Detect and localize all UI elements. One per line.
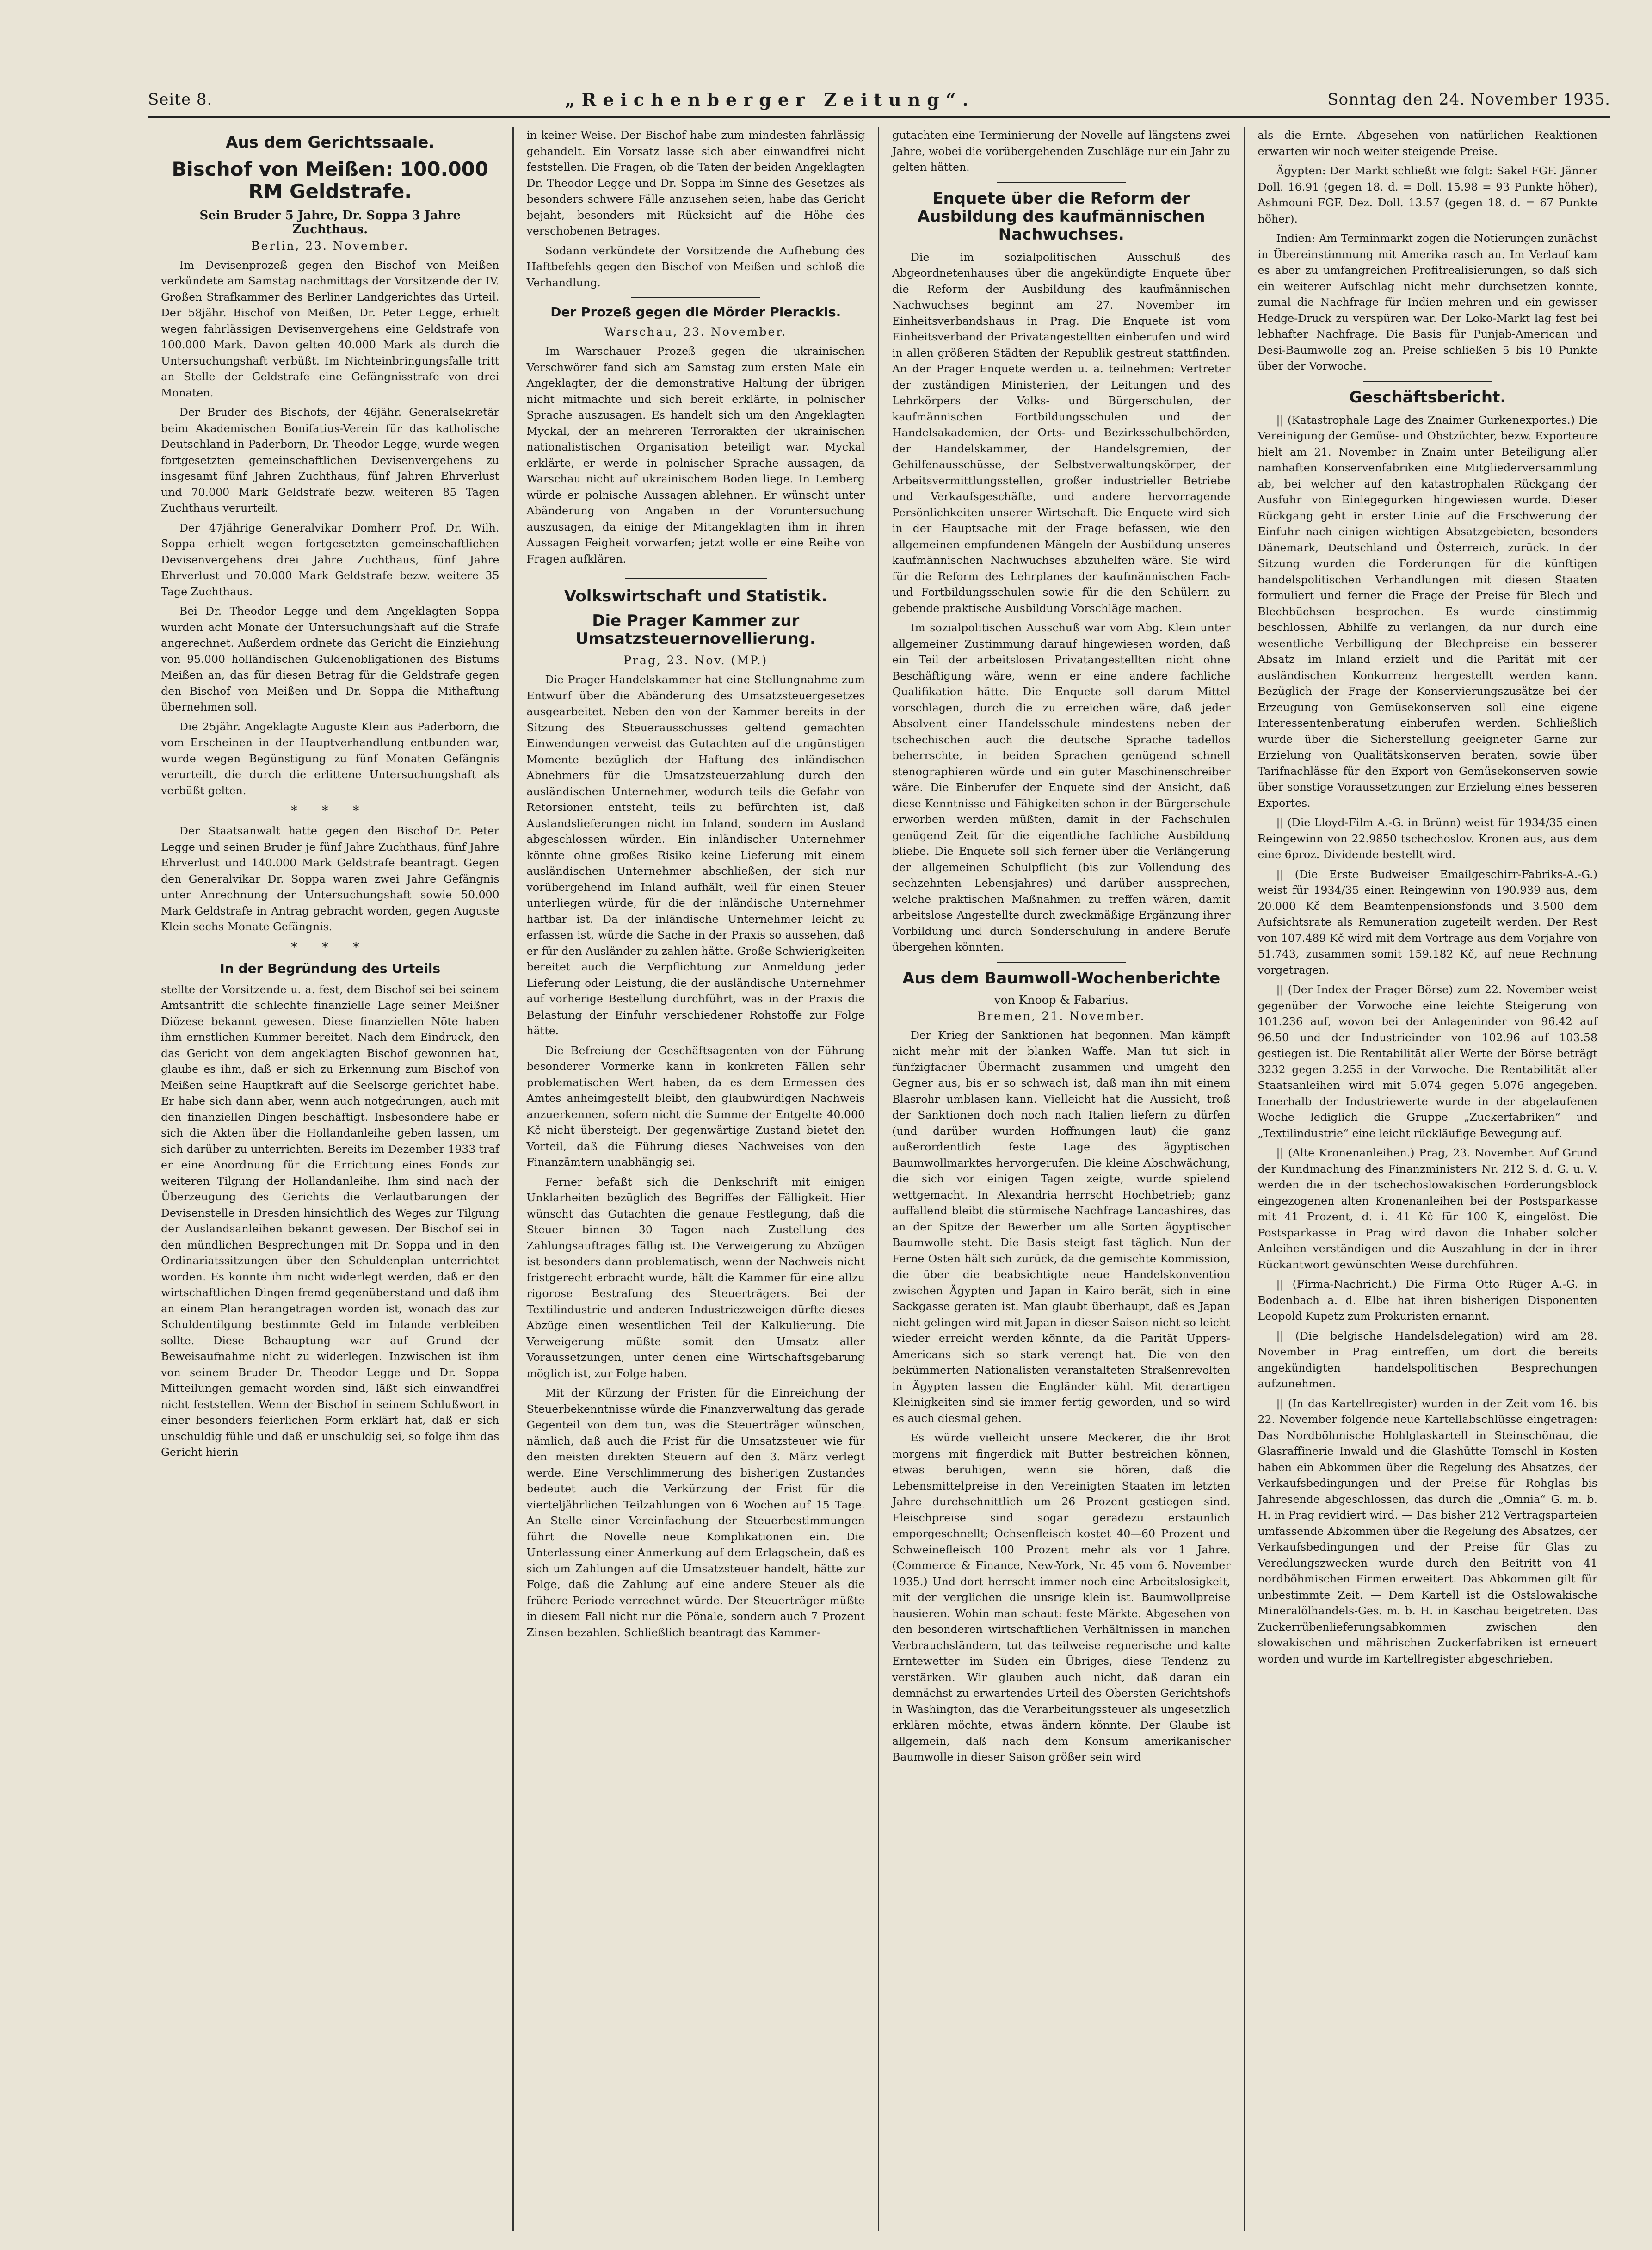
paragraph: || (Der Index der Prager Börse) zum 22. November weist gegenüber der Vorwoche eine leichte Steigerung von 101.236 auf, wovon bei der Anlageninder von 96.42 auf 96.50 und der Industrieinder von 102.96 auf 103.58 gestiegen ist. Die Rentabilität aller Werte der Börse beträgt 3232 gegen 3.255 in der Vorwoche. Die Rentabilität aller Staatsanleihen wird mit 5.074 gegen 5.076 angegeben. Innerhalb der Industriewerte wurde in der abgelaufenen Woche lediglich die Gruppe „Zuckerfabriken“ und „Textilindustrie“ eine leicht rückläufige Bewegung auf.: [1257, 983, 1597, 1140]
subsection-title: In der Begründung des Urteils: [220, 960, 441, 976]
paragraph: Mit der Kürzung der Fristen für die Einreichung der Steuerbekenntnisse würde die Finanzverwaltung das gerade Gegenteil von dem tun, was die Steuerträger wünschen, nämlich, daß auch die Frist für die Umsatzsteuer wie für den meisten direkten Steuern auf den 3. März verlegt werde. Eine Verschlimmerung des bisherigen Zustandes bedeutet auch die Verkürzung der Frist für die vierteljährlichen Teilzahlungen von 6 Wochen auf 15 Tage. An Stelle einer Vereinfachung der Steuerbestimmungen führt die Novelle neue Komplikationen ein. Die Unterlassung einer Anmerkung auf dem Erlagschein, daß es sich um Zahlungen auf die Umsatzsteuer handelt, hätte zur Folge, daß die Zahlung auf eine andere Steuer als die frühere Periode verrechnet würde. Der Steuerträger müßte in diesem Fall nicht nur die Pönale, sondern auch 7 Prozent Zinsen bezahlen. Schließlich beantragt das Kammer-: [526, 1386, 865, 1639]
page-header: [148, 86, 1610, 113]
paragraph: || (Die Erste Budweiser Emailgeschirr-Fabriks-A.-G.) weist für 1934/35 einen Reingewinn von 190.939 aus, dem 20.000 Kč dem Beamtenpensionsfonds und 3.500 dem Aufsichtsrate als Remuneration zugeteilt werden. Der Rest von 107.489 Kč wird mit dem Vortrage aus dem Vorjahre von 51.743, zusammen somit 159.182 Kč, auf neue Rechnung vorgetragen.: [1257, 867, 1597, 977]
separator-stars: * * *: [290, 939, 370, 955]
paragraph: Der 47jährige Generalvikar Domherr Prof. Dr. Wilh. Soppa erhielt wegen fortgesetzten gemeinschaftlichen Devisenvergehens drei Jahre Zuchthaus, fünf Jahre Ehrverlust und 70.000 Mark Geldstrafe bezw. weitere 35 Tage Zuchthaus.: [161, 521, 499, 598]
article-headline: Bischof von Meißen: 100.000 RM Geldstrafe.: [172, 158, 489, 203]
paragraph: Im Warschauer Prozeß gegen die ukrainischen Verschwörer fand sich am Samstag zum ersten Male ein Angeklagter, der die demonstrative Haltung der übrigen nicht mitmachte und sich bereit erklärte, in polnischer Sprache auszusagen. Es handelt sich um den Angeklagten Myckal, der an mehreren Terrorakten der ukrainischen nationalistischen Organisation beteiligt war. Myckal erklärte, er werde in polnischer Sprache aussagen, da Warschau nicht auf ukrainischem Boden liege. In Lemberg würde er polnische Aussagen ablehnen. Er wünscht unter Abänderung von Angaben in der Voruntersuchung auszusagen, da einige der Mitangeklagten ihm in ihren Aussagen Feigheit vorwarfen; jetzt wolle er eine Reihe von Fragen aufklären.: [526, 345, 865, 565]
divider: [625, 575, 767, 579]
divider: [997, 962, 1126, 963]
article-headline: Aus dem Baumwoll-Wochenberichte: [902, 969, 1221, 988]
paragraph: gutachten eine Terminierung der Novelle auf längstens zwei Jahre, wobei die vorübergehenden Zuschläge nur ein Jahr zu gelten hätten.: [892, 129, 1231, 173]
dateline: Berlin, 23. November.: [251, 239, 409, 253]
separator-stars: * * *: [290, 803, 370, 819]
paragraph: || (In das Kartellregister) wurden in der Zeit vom 16. bis 22. November folgende neue Kartellabschlüsse eingetragen: Das Nordböhmische Hohlglaskartell in Steinschönau, die Glasraffinerie Inwald und die Glashütte Tomschl in Kosten haben ein Abkommen über die Regelung des Absatzes, der Verkaufsbedingungen und der Preise für Rohglas bis Jahresende abgeschlossen, das durch die „Omnia“ G. m. b. H. in Prag revidiert wird. — Das bisher 212 Vertragsparteien umfassende Abkommen über die Regelung des Absatzes, der Verkaufsbedingungen und der Preise für Glas zu Veredlungszwecken wurde durch den Beitritt von 41 nordböhmischen Firmen erweitert. Das Abkommen gilt für unbestimmte Zeit. — Dem Kartell ist die Ostslowakische Mineralölhandels-Ges. m. b. H. in Kaschau beigetreten. Das Zuckerrübenlieferungsabkommen zwischen den slowakischen und mährischen Zuckerfabriken ist erneuert worden und wurde im Kartellregister abgeschrieben.: [1257, 1397, 1597, 1665]
paragraph: Der Staatsanwalt hatte gegen den Bischof Dr. Peter Legge und seinen Bruder je fünf Jahre Zuchthaus, fünf Jahre Ehrverlust und 140.000 Mark Geldstrafe beantragt. Gegen den Generalvikar Dr. Soppa waren zwei Jahre Gefängnis unter Anrechnung der Untersuchungshaft sowie 50.000 Mark Geldstrafe in Antrag gebracht worden, gegen Auguste Klein sechs Monate Gefängnis.: [161, 824, 499, 933]
paragraph: Bei Dr. Theodor Legge und dem Angeklagten Soppa wurden acht Monate der Untersuchungshaft auf die Strafe angerechnet. Außerdem ordnete das Gericht die Einziehung von 95.000 holländischen Guldenobligationen des Bistums Meißen an, das für diesen Betrag für die Geldstrafe gegen den Bischof von Meißen und Dr. Soppa die Mithaftung übernehmen soll.: [161, 605, 499, 714]
paragraph: Ferner befaßt sich die Denkschrift mit einigen Unklarheiten bezüglich des Begriffes der Fälligkeit. Hier wünscht das Gutachten die genaue Festlegung, daß die Steuer binnen 30 Tagen nach Zustellung des Zahlungsauftrages fällig ist. Die Verweigerung zu Abzügen ist besonders dann problematisch, wenn der Nachweis nicht fristgerecht erbracht wurde, hält die Kammer für eine allzu rigorose Bestrafung des Steuerträgers. Bei der Textilindustrie und anderen Industriezweigen dürfte dieses Abzüge einen wesentlichen Teil der Kalkulierung. Die Verweigerung müßte somit den Umsatz aller Voraussetzungen, unter denen eine Wirtschaftsgebarung möglich ist, zur Folge haben.: [526, 1175, 865, 1380]
paragraph: Der Krieg der Sanktionen hat begonnen. Man kämpft nicht mehr mit der blanken Waffe. Man tut sich in fünfzigfacher Übermacht zusammen und umgeht den Gegner aus, bis er so schwach ist, daß man ihn mit einem Blasrohr umblasen kann. Vielleicht hat die Aussicht, troß der Sanktionen doch noch nach Italien liefern zu dürfen (und darüber wurden Hoffnungen laut) die ganz außerordentlich feste Lage des ägyptischen Baumwollmarktes hervorgerufen. Die kleine Abschwächung, die sich vor einigen Tagen zeigte, wurde spielend wettgemacht. In Alexandria herrscht Hochbetrieb; ganz auffallend bleibt die stürmische Nachfrage Lancashires, das an der Spitze der Bewerber um alle Sorten ägyptischer Baumwolle steht. Die Basis steigt fast täglich. Nun der Ferne Osten hält sich zurück, da die gemischte Kommission, die über die beabsichtigte neue Handelskonvention zwischen Ägypten und Japan in Kairo berät, sich in eine Sackgasse geraten ist. Man glaubt überhaupt, daß es Japan nicht gelingen wird mit Japan in dieser Saison nicht so leicht wieder erreicht werden könnte, da die Parität Uppers-Americans sich so stark verengt hat. Die von den bekümmerten Nationalisten veranstalteten Straßenrevolten in Ägypten lassen die Engländer kühl. Mit derartigen Kleinigkeiten sind sie immer fertig geworden, und so wird es auch diesmal gehen.: [892, 1028, 1231, 1425]
paragraph: Im Devisenprozeß gegen den Bischof von Meißen verkündete am Samstag nachmittags der Vorsitzende der IV. Großen Strafkammer des Berliner Landgerichtes das Urteil. Der 58jähr. Bischof von Meißen, Dr. Peter Legge, erhielt wegen fahrlässigen Devisenvergehens eine Geldstrafe von 100.000 Mark. Davon gelten 40.000 Mark als durch die Untersuchungshaft verbüßt. Im Nichteinbringungsfalle tritt an Stelle der Geldstrafe eine Gefängnisstrafe von drei Monaten.: [161, 258, 499, 399]
article-headline: Der Prozeß gegen die Mörder Pierackis.: [550, 304, 841, 320]
paragraph: || (Firma-Nachricht.) Die Firma Otto Rüger A.-G. in Bodenbach a. d. Elbe hat ihren bisherigen Disponenten Leopold Kupetz zum Prokuristen ernannt.: [1257, 1278, 1597, 1323]
column-2: [514, 127, 880, 2231]
paragraph: in keiner Weise. Der Bischof habe zum mindesten fahrlässig gehandelt. Ein Vorsatz lasse sich aber einwandfrei nicht feststellen. Die Fragen, ob die Taten der beiden Angeklagten Dr. Theodor Legge und Dr. Soppa im Sinne des Gesetzes als besonders schwere Fälle anzusehen seien, habe das Gericht bejaht, besonders mit Rücksicht auf die Höhe des verschobenen Betrages.: [526, 129, 865, 237]
divider: [1363, 381, 1492, 382]
divider: [631, 297, 760, 298]
issue-date: Sonntag den 24. November 1935.: [1327, 90, 1610, 109]
paragraph: Die Prager Handelskammer hat eine Stellungnahme zum Entwurf über die Abänderung des Umsatzsteuergesetzes ausgearbeitet. Neben den von der Kammer bereits in der Sitzung des Steuerausschusses geltend gemachten Einwendungen verweist das Gutachten auf die ungünstigen Momente bezüglich der Haftung des inländischen Abnehmers für die Umsatzsteuerzahlung durch den ausländischen Unternehmer, wodurch teils die Gefahr von Retorsionen entsteht, teils zu befürchten ist, daß Auslandslieferungen nicht im Inland, sondern im Ausland abgeschlossen würden. Ein inländischer Unternehmer könnte ohne großes Risiko keine Lieferung mit einem ausländischen Unternehmer abschließen, der sich nur vorübergehend im Inland aufhält, weil für einen Steuer unterliegen würde, für die der inländische Unternehmer haftbar ist. Da der inländische Unternehmer leicht zu erfassen ist, würde die Sache in der Praxis so aussehen, daß er für den Ausländer zu zahlen hätte. Große Schwierigkeiten bereitet auch die Verpflichtung zur Anmeldung jeder Lieferung oder Leistung, die der ausländische Unternehmer auf vorherige Bestellung durchführt, was in der Praxis die Belastung der Einfuhr verschiedener Rohstoffe zur Folge hätte.: [526, 673, 865, 1038]
paragraph: Im sozialpolitischen Ausschuß war vom Abg. Klein unter allgemeiner Zustimmung darauf hingewiesen worden, daß ein Teil der arbeitslosen Privatangestellten nicht ohne Beschäftigung wäre, wenn er eine andere fachliche Qualifikation hätte. Die Enquete soll darum Mittel vorschlagen, durch die zu erreichen wäre, daß jeder Absolvent einer Handelsschule mindestens neben der tschechischen auch die deutsche Sprache tadellos beherrschte, in beiden Sprachen genügend schnell stenographieren würde und ein guter Maschinenschreiber wäre. Die Einberufer der Enquete sind der Ansicht, daß diese Kenntnisse und Fähigkeiten schon in der Bürgerschule erworben werden müßten, damit in der Fachschulen genügend Zeit für die eigentliche fachliche Ausbildung bliebe. Die Enquete soll sich ferner über die Verlängerung der allgemeinen Schulpflicht (bis zur Vollendung des sechzehnten Lebensjahres) und darüber aussprechen, welche praktischen Maßnahmen zu treffen wären, damit arbeitslose Angestellte durch zweckmäßige Ergänzung ihrer Vorbildung und durch Sonderschulung in andere Berufe übergehen könnten.: [892, 621, 1231, 954]
dateline: Prag, 23. Nov. (MP.): [623, 654, 768, 668]
column-1: [148, 127, 514, 2231]
paragraph: Die im sozialpolitischen Ausschuß des Abgeordnetenhauses über die angekündigte Enquete über die Reform der Ausbildung des kaufmännischen Nachwuchses beginnt am 27. November im Einheitsverbandshaus in Prag. Die Enquete ist vom Einheitsverband der Privatangestellten einberufen und wird in allen größeren Städten der Republik gestreut stattfinden. An der Prager Enquete werden u. a. teilnehmen: Vertreter der zuständigen Ministerien, der Leitungen und des Lehrkörpers der Volks- und Bürgerschulen, der kaufmännischen Fortbildungsschulen und der Handelsakademien, der Orts- und Bezirksschulbehörden, der Handelskammer, der Handelsgremien, der Gehilfenausschüsse, der Selbstverwaltungskörper, der Arbeitsvermittlungsstellen, großer industrieller Betriebe und Verkaufsgeschäfte, und andere hervorragende Persönlichkeiten unserer Wirtschaft. Die Enquete wird sich in der Hauptsache mit der Frage befassen, wie den allgemeinen empfundenen Mängeln der Ausbildung unseres kaufmännischen Nachwuchses abzuhelfen wäre. Sie wird für die Reform des Lehrplanes der kaufmännischen Fach- und Fortbildungsschulen sowie für die den Schülern zu gebende praktische Ausbildung Vorschläge machen.: [892, 250, 1231, 615]
header-rule: [148, 116, 1610, 118]
column-4: [1245, 127, 1611, 2231]
dateline: Bremen, 21. November.: [977, 1009, 1146, 1023]
paragraph: Indien: Am Terminmarkt zogen die Notierungen zunächst in Übereinstimmung mit Amerika rasch an. Im Verlauf kam es aber zu umfangreichen Profitrealisierungen, so daß sich ein weiterer Aufschlag nicht mehr durchsetzen konnte, zumal die Nachfrage für Indien mehren und ein gewisser Hedge-Druck zu verspüren war. Der Loko-Markt lag fest bei lebhafter Nachfrage. Die Basis für Punjab-American und Desi-Baumwolle zog an. Preise schließen 5 bis 10 Punkte über der Vorwoche.: [1257, 232, 1597, 372]
section-title: Volkswirtschaft und Statistik.: [564, 587, 827, 606]
article-headline: Die Prager Kammer zur Umsatzsteuernovellierung.: [575, 612, 816, 649]
page-number: Seite 8.: [148, 90, 213, 109]
divider: [997, 182, 1126, 183]
article-subhead: Sein Bruder 5 Jahre, Dr. Soppa 3 Jahre Zuchthaus.: [199, 208, 461, 236]
paragraph: Sodann verkündete der Vorsitzende die Aufhebung des Haftbefehls gegen den Bischof von Meißen und schloß die Verhandlung.: [526, 244, 865, 289]
paragraph: als die Ernte. Abgesehen von natürlichen Reaktionen erwarten wir noch weiter steigende Preise.: [1257, 129, 1597, 158]
paragraph: Der Bruder des Bischofs, der 46jähr. Generalsekretär beim Akademischen Bonifatius-Verein für das katholische Deutschland in Paderborn, Dr. Theodor Legge, wurde wegen fortgesetzten gemeinschaftlichen Devisenvergehens zu insgesamt fünf Jahren Zuchthaus, fünf Jahren Ehrverlust und 70.000 Mark Geldstrafe bezw. weiteren 85 Tagen Zuchthaus verurteilt.: [161, 406, 499, 515]
columns: [148, 127, 1610, 2231]
paragraph: || (Katastrophale Lage des Znaimer Gurkenexportes.) Die Vereinigung der Gemüse- und Obstzüchter, bezw. Exporteure hielt am 21. November in Znaim unter Beteiligung aller namhaften Konservenfabriken eine Mitgliederversammlung ab, bei welcher auf den katastrophalen Rückgang der Ausfuhr von Einlegegurken hingewiesen wurde. Dieser Rückgang geht in erster Linie auf die Erschwerung der Einfuhr nach einigen wichtigen Absatzgebieten, besonders Dänemark, Deutschland und Österreich, zurück. In der Sitzung wurden die Forderungen für die künftigen handelspolitischen Verhandlungen mit diesen Staaten formuliert und ferner die Frage der Preise für Blech und Blechbüchsen besprochen. Es wurde einstimmig beschlossen, Abhilfe zu verlangen, da nur durch eine wesentliche Verbilligung der Blechpreise ein besserer Absatz im Inland erzielt und die Parität mit der ausländischen Konkurrenz hergestellt werden kann. Bezüglich der Frage der Konservierungszusätze bei der Erzeugung von Gemüsekonserven soll eine eigene Interessentenberatung einberufen werden. Schließlich wurde über die Sicherstellung geeigneter Garne zur Erzielung von Qualitätskonserven beraten, sowie über Tarifnachlässe für den Export von Gemüsekonserven sowie über sonstige Voraussetzungen zur Erzielung eines besseren Exportes.: [1257, 413, 1597, 810]
masthead-title: „Reichenberger Zeitung“.: [565, 89, 975, 110]
article-headline: Enquete über die Reform der Ausbildung des kaufmännischen Nachwuchses.: [917, 189, 1205, 244]
paragraph: stellte der Vorsitzende u. a. fest, dem Bischof sei bei seinem Amtsantritt die schlechte finanzielle Lage seiner Meißner Diözese bekannt gewesen. Diese finanziellen Nöte haben ihm ernstlichen Kummer bereitet. Nach dem Eindruck, den das Gericht von dem angeklagten Bischof gewonnen hat, glaube es ihm, daß er sich zu Erkennung zum Bischof von Meißen seine Hauptkraft auf die Seelsorge gerichtet habe. Er habe sich dann aber, wenn auch notgedrungen, auch mit den finanziellen Dingen beschäftigt. Insbesondere habe er sich die Akten über die Hollandanleihe geben lassen, um sich darüber zu unterrichten. Bereits im Dezember 1933 traf er eine Anordnung für die Errichtung eines Fonds zur weiteren Tilgung der Hollandanleihe. Ihm sind nach der Überzeugung des Gerichts die Verlautbarungen der Devisenstelle in Dresden hinsichtlich des Weges zur Tilgung der Auslandsanleihen bekannt gewesen. Der Bischof sei in den mündlichen Besprechungen mit Dr. Soppa und in den Ordinariatssitzungen über den Schuldenplan unterrichtet worden. Es konnte ihm nicht widerlegt werden, daß er den wirtschaftlichen Dingen fremd gegenüberstand und daß ihm an einem Plan herangetragen worden ist, wonach das zur Schuldentilgung bestimmte Geld im Inlande verbleiben sollte. Diese Behauptung war auf Grund der Beweisaufnahme nicht zu widerlegen. Inzwischen ist ihm von seinem Bruder Dr. Theodor Legge und Dr. Soppa Mitteilungen gemacht worden sind, läßt sich einwandfrei nicht feststellen. Wenn der Bischof in seinem Schlußwort in einer besonders feierlichen Form erklärt hat, daß er sich unschuldig fühle und daß er unschuldig sei, so folge ihm das Gericht hierin: [161, 983, 499, 1459]
paragraph: || (Die Lloyd-Film A.-G. in Brünn) weist für 1934/35 einen Reingewinn von 22.9850 tschechoslov. Kronen aus, aus dem eine 6proz. Dividende bestellt wird.: [1257, 816, 1597, 861]
paragraph: Die 25jähr. Angeklagte Auguste Klein aus Paderborn, die vom Erscheinen in der Hauptverhandlung entbunden war, wurde wegen Begünstigung zu fünf Monaten Gefängnis verurteilt, die durch die erlittene Untersuchungshaft als verbüßt gelten.: [161, 720, 499, 797]
byline: von Knoop & Fabarius.: [994, 993, 1129, 1007]
paragraph: || (Alte Kronenanleihen.) Prag, 23. November. Auf Grund der Kundmachung des Finanzministers Nr. 212 S. d. G. u. V. werden die in der tschechoslowakischen Forderungsblock eingezogenen alten Kronenanleihen bei der Postsparkasse mit 41 Prozent, d. i. 41 Kč für 100 K, eingelöst. Die Postsparkasse in Prag wird davon die Inhaber solcher Anleihen verständigen und die Auszahlung in der in ihrer Rückantwort gewünschten Weise durchführen.: [1257, 1146, 1597, 1271]
dateline: Warschau, 23. November.: [604, 325, 787, 339]
paragraph: || (Die belgische Handelsdelegation) wird am 28. November in Prag eintreffen, um dort die bereits angekündigten handelspolitischen Besprechungen aufzunehmen.: [1257, 1329, 1597, 1391]
paragraph: Die Befreiung der Geschäftsagenten von der Führung besonderer Vormerke kann in konkreten Fällen sehr problematischen Wert haben, da es dem Ermessen des Amtes anheimgestellt bleibt, den glaubwürdigen Nachweis anzuerkennen, sofern nicht die Summe der Entgelte 40.000 Kč nicht übersteigt. Der gegenwärtige Zustand bietet den Vorteil, daß die Führung dieses Nachweises von den Finanzämtern unabhängig sei.: [526, 1044, 865, 1169]
paragraph: Ägypten: Der Markt schließt wie folgt: Sakel FGF. Jänner Doll. 16.91 (gegen 18. d. = Doll. 15.98 = 93 Punkte höher), Ashmouni FGF. Dez. Doll. 13.57 (gegen 18. d. = 67 Punkte höher).: [1257, 164, 1597, 225]
paragraph: Es würde vielleicht unsere Meckerer, die ihr Brot morgens mit fingerdick mit Butter bestreichen können, etwas beruhigen, wenn sie hören, daß die Lebensmittelpreise in den Vereinigten Staaten im letzten Jahre durchschnittlich um 26 Prozent gestiegen sind. Fleischpreise sind sogar geradezu erstaunlich emporgeschnellt; Ochsenfleisch kostet 40—60 Prozent und Schweinefleisch 100 Prozent mehr als vor 1 Jahre. (Commerce & Finance, New-York, Nr. 45 vom 6. November 1935.) Und dort herrscht immer noch eine Arbeitslosigkeit, mit der verglichen die unsrige klein ist. Baumwollpreise hausieren. Wohin man schaut: feste Märkte. Abgesehen von den besonderen wirtschaftlichen Verhältnissen in manchen Verbrauchsländern, tut das teilweise regnerische und kalte Erntewetter im Süden ein Übriges, diese Tendenz zu verstärken. Wir glauben auch nicht, daß daran ein demnächst zu erwartendes Urteil des Obersten Gerichtshofs in Washington, das die Verarbeitungssteuer als ungesetzlich erklären möchte, etwas ändern könnte. Der Glaube ist allgemein, daß nach dem Konsum amerikanischer Baumwolle in dieser Saison größer sein wird: [892, 1431, 1231, 1764]
section-title: Geschäftsbericht.: [1349, 388, 1506, 407]
section-title: Aus dem Gerichtssaale.: [226, 133, 435, 152]
column-3: [879, 127, 1245, 2231]
